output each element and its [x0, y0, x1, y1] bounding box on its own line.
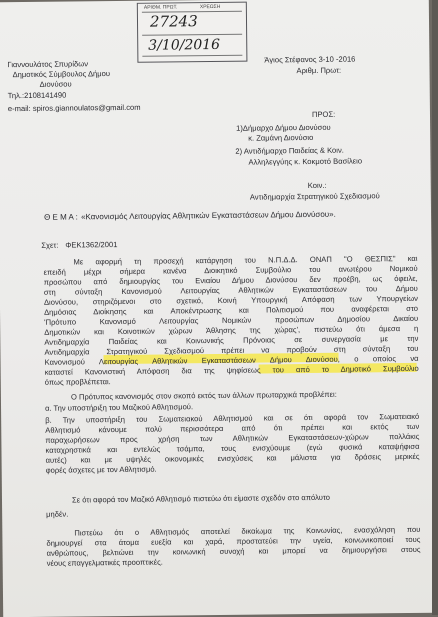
recipient-line: κ. Ζαμάνη Διονύσιο	[248, 132, 314, 143]
body-line: καταχρηστικά και εντελώς τσάμπα, τους ενισχύουμε (εγώ φυσικά καταψήφισα	[45, 441, 420, 455]
body-line: Αθλητισμό κάνουμε πολύ περισσότερα από ότι πρέπει και εκτός των	[45, 421, 420, 435]
body-line: Διονύσου, στηριζόμενοι στο σχετικό, Κοινή Υπουργική Απόφαση των Υπουργείων	[43, 293, 418, 307]
stamp-protocol-header: ΑΡΙΘΜ. ΠΡΩΤ.	[143, 4, 178, 11]
body-line: Κανονισμού Λειτουργίας Αθλητικών Εγκαταστάσεων Δήμου Διονύσου, ο οποίος να	[44, 354, 419, 367]
protocol-label: Αριθμ. Πρωτ:	[296, 65, 342, 76]
body-line: αυτές) και με υψηλές οικονομικές ενισχύσεις και μάλιστα για δράσεις μερικές	[45, 451, 420, 465]
body-line: β. Την υποστήριξη του Σωματειακού Αθλητισμού και σε ότι αφορά τον Σωματειακό	[45, 411, 420, 425]
cc-label: Κοιν.:	[307, 180, 327, 191]
sender-name: Γιαννουλάτος Σπυρίδων	[7, 59, 89, 70]
subject-text: «Κανονισμός Λειτουργίας Αθλητικών Εγκαταστάσεων Δήμου Διονύσου».	[80, 209, 336, 222]
sender-municipality: Διονύσου	[39, 79, 72, 89]
body-paragraph	[43, 254, 418, 388]
sender-role: Δημοτικός Σύμβουλος Δήμου	[12, 69, 111, 80]
stamp-assignment-header: ΧΡΕΩΣΗ	[199, 3, 221, 11]
body-line: ανθρώπους, βελτιώνει την κοινωνική συνοχή και μπορεί να δημιουργήσει στους	[46, 544, 421, 558]
page-edge-shadow	[432, 0, 438, 615]
sender-phone: Τηλ.:2108141490	[7, 90, 67, 101]
body-line: επειδή μέχρι σήμερα κανένα Διοικητικό Συμβούλιο του ανωτέρου Νομικού	[43, 263, 418, 277]
body-line: Ο Πρότυπος κανονισμός στον σκοπό εκτός των άλλων πρωταρχικά προβλέπει:	[70, 389, 337, 402]
list-item-a: α. Την υποστήριξη του Μαζικού Αθλητισμού.	[44, 402, 194, 413]
body-line: νέους επαγγελματικές προοπτικές.	[46, 557, 163, 568]
stamp-date: 3/10/2016	[148, 36, 221, 54]
recipient-line: 1)Δήμαρχο Δήμου Διονύσου	[236, 122, 331, 133]
body-line: Δημοτικών και Κοινοτικών χώρων Άθλησης της χώρας', πιστεύω ότι άμεσα η	[44, 323, 419, 337]
body-paragraph	[46, 525, 420, 569]
cc-recipient: Αντιδημαρχία Στρατηγικού Σχεδιασμού	[249, 191, 380, 202]
body-line: φορές άσχετες με τον Αθλητισμό.	[45, 464, 157, 475]
body-line: παραχωρήσεων προς χρήση των Αθλητικών Εγκαταστάσεων-χώρων πολλάκις	[45, 431, 420, 445]
list-item-b	[45, 412, 420, 476]
body-line: Σε ότι αφορά τον Μαζικό Αθλητισμό πιστεύω ότι είμαστε σχεδόν στο απόλυτο	[71, 492, 331, 505]
to-label: ΠΡΟΣ:	[311, 109, 336, 119]
subject-label: Θ Ε Μ Α :	[43, 212, 78, 222]
body-line: προσώπου από δημιουργίας του Ενιαίου Δήμου Διονύσου δεν προέβη, ως όφειλε,	[43, 273, 418, 287]
protocol-stamp	[137, 2, 248, 63]
body-line: καταστεί Κανονιστική Απόφαση δια της ψηφίσεως του από το Δημοτικό Συμβούλιο	[44, 364, 419, 377]
recipient-line: 2) Αντιδήμαρχο Παιδείας & Κοιν.	[235, 145, 344, 156]
body-line: Με αφορμή τη προσεχή κατάργηση του Ν.Π.Δ.Δ. ΟΝΑΠ "Ο ΘΕΣΠΙΣ" και	[73, 253, 418, 267]
body-line: Αντιδημαρχία Παιδείας και Κοινωνικής Πρόνοιας σε συνεργασία με την	[44, 334, 419, 347]
body-line: Αντιδημαρχία Στρατηγικού Σχεδιασμού πρέπει να προβούν στη σύνταξη του	[44, 344, 419, 357]
body-line: δημιουργεί στα άτομα ευεξία και χαρά, προστατεύει την υγεία, κοινωνικοποιεί τους	[46, 534, 421, 548]
reference-text: ΦΕΚ1362/2001	[65, 240, 118, 250]
place-date: Άγιος Στέφανος 3-10 -2016	[264, 54, 356, 65]
sender-email: e-mail: spiros.giannoulatos@gmail.com	[7, 102, 141, 114]
reference-label: Σχετ:	[41, 240, 59, 250]
body-line: Πιστεύω ότι ο Αθλητισμός αποτελεί δικαίωμα της Κοινωνίας, ενασχόληση που	[74, 524, 421, 538]
body-line: Δημόσιας Διοίκησης και Αποκέντρωσης και Πολιτισμού που αναφέρεται στο	[43, 303, 419, 317]
body-line: όπως προβλέπεται.	[44, 377, 111, 387]
recipient-line: Αλληλεγγύης κ. Κοκμοτό Βασίλειο	[248, 156, 363, 167]
body-line: στη σύνταξη Κανονισμού Λειτουργίας Αθλητικών Εγκαταστάσεων του Δήμου	[43, 283, 418, 297]
stamp-divider	[142, 55, 242, 57]
body-line: μηδέν.	[46, 509, 69, 519]
body-line: 'Πρότυπο Κανονισμό Λειτουργίας Νομικών προσώπων Δημοσίου Δικαίου	[44, 313, 419, 327]
stamp-number: 27243	[149, 12, 198, 31]
